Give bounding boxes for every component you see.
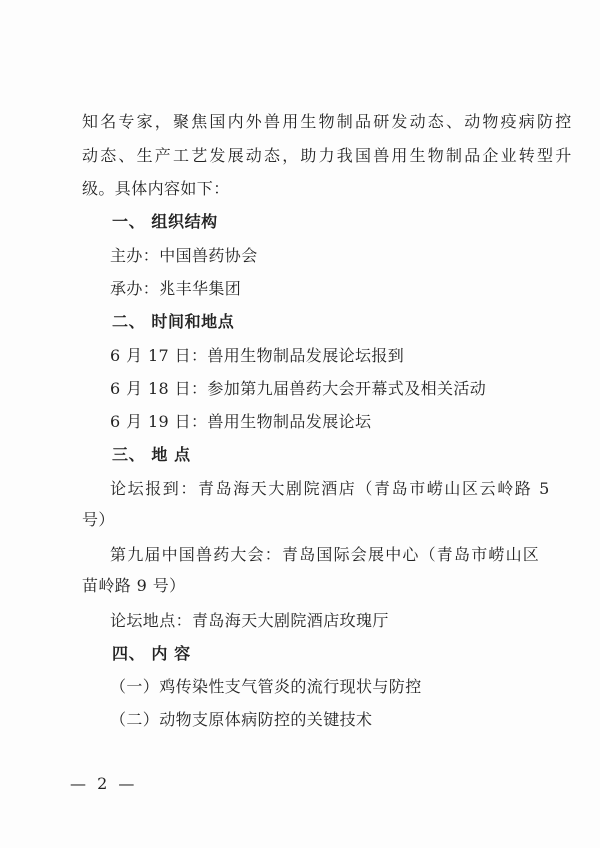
congress-line-2: 苗岭路 9 号） — [82, 576, 186, 595]
schedule-item: 6 月 17 日：兽用生物制品发展论坛报到 — [110, 346, 405, 365]
forum-venue-line: 论坛地点：青岛海天大剧院酒店玫瑰厅 — [110, 611, 389, 630]
organizer-line: 承办：兆丰华集团 — [110, 279, 242, 298]
schedule-item: 6 月 19 日：兽用生物制品发展论坛 — [110, 412, 372, 431]
section-heading-time-place: 二、 时间和地点 — [112, 312, 235, 331]
schedule-item: 6 月 18 日：参加第九届兽药大会开幕式及相关活动 — [110, 379, 487, 398]
intro-line-3: 级。具体内容如下： — [82, 179, 230, 198]
forum-checkin-line-2: 号） — [82, 510, 115, 529]
content-item: （一）鸡传染性支气管炎的流行现状与防控 — [110, 677, 422, 696]
host-line: 主办：中国兽药协会 — [110, 246, 258, 265]
page-number: — 2 — — [70, 774, 138, 793]
intro-line-2: 动态、生产工艺发展动态，助力我国兽用生物制品企业转型升 — [82, 146, 574, 165]
congress-line-1: 第九届中国兽药大会：青岛国际会展中心（青岛市崂山区 — [110, 545, 541, 564]
forum-checkin-line-1: 论坛报到：青岛海天大剧院酒店（青岛市崂山区云岭路 5 — [110, 479, 551, 498]
section-heading-content: 四、 内 容 — [112, 644, 191, 663]
section-heading-location: 三、 地 点 — [112, 445, 191, 464]
content-item: （二）动物支原体病防控的关键技术 — [110, 710, 373, 729]
intro-line-1: 知名专家，聚焦国内外兽用生物制品研发动态、动物疫病防控 — [82, 112, 574, 131]
section-heading-organization: 一、 组织结构 — [112, 212, 218, 231]
